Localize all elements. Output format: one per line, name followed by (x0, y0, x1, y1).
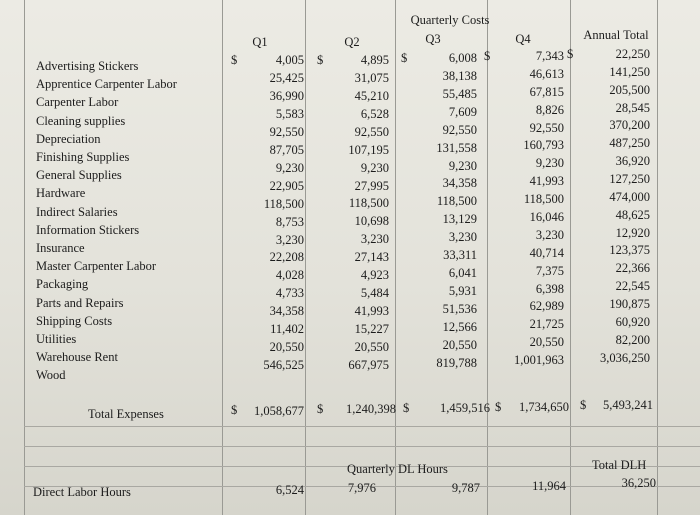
cell-q4: 40,714 (529, 245, 564, 260)
row-label: Wood (36, 368, 66, 383)
row-label: Packaging (36, 277, 89, 292)
cell-q2: 3,230 (360, 232, 389, 247)
cell-q4: 7,343 (535, 49, 564, 63)
cell-q4: 8,826 (535, 102, 564, 117)
row-label: General Supplies (36, 168, 122, 183)
dlh-q4: 11,964 (532, 479, 566, 493)
currency-sign: $ (403, 401, 410, 415)
cell-q1: 11,402 (270, 322, 304, 337)
row-label: Utilities (36, 332, 77, 346)
cell-q3: 5,931 (448, 283, 477, 298)
dlh-total: 36,250 (621, 476, 656, 490)
currency-sign: $ (231, 403, 238, 417)
cell-q1: 34,358 (269, 304, 304, 319)
dlh-q1: 6,524 (275, 483, 304, 497)
cell-q2: 45,210 (354, 88, 389, 103)
row-label: Master Carpenter Labor (36, 259, 157, 274)
total-expenses-label: Total Expenses (88, 407, 164, 421)
cell-q2: 20,550 (354, 339, 389, 354)
cell-q3: 131,558 (436, 140, 477, 155)
currency-sign: $ (231, 53, 238, 67)
total-annual: 5,493,241 (603, 398, 653, 412)
cell-total: 474,000 (609, 189, 650, 204)
currency-sign: $ (495, 400, 502, 414)
cell-q2: 5,484 (360, 286, 389, 301)
total-q3: 1,459,516 (440, 401, 490, 415)
row-label: Finishing Supplies (36, 150, 130, 164)
row-label: Carpenter Labor (36, 95, 119, 110)
cell-q3: 34,358 (442, 176, 477, 191)
col-header-annual-total: Annual Total (583, 28, 649, 42)
cell-q3: 7,609 (448, 104, 477, 119)
cell-q2: 6,528 (360, 106, 389, 121)
cell-q2: 4,895 (360, 53, 389, 67)
cell-total: 28,545 (615, 100, 650, 115)
cell-q4: 67,815 (529, 84, 564, 99)
grid-line (24, 446, 700, 447)
dlh-q3: 9,787 (451, 481, 480, 495)
row-label: Indirect Salaries (36, 204, 118, 219)
dlh-total-title: Total DLH (592, 458, 647, 472)
grid-line (305, 0, 306, 515)
total-q2: 1,240,398 (346, 402, 396, 416)
cell-q4: 9,230 (535, 156, 564, 171)
cell-q1: 546,525 (263, 358, 304, 373)
currency-sign: $ (484, 49, 491, 63)
cell-total: 141,250 (609, 64, 650, 79)
row-label: Insurance (36, 241, 85, 255)
cell-total: 48,625 (615, 207, 650, 222)
cell-total: 36,920 (615, 154, 650, 169)
quarterly-costs-title: Quarterly Costs (410, 13, 490, 27)
col-header-q1: Q1 (252, 35, 268, 49)
total-q4: 1,734,650 (519, 400, 569, 414)
cell-q1: 22,905 (269, 178, 304, 193)
cell-q3: 38,138 (442, 68, 477, 83)
cell-q4: 160,793 (523, 138, 564, 153)
cell-q2: 15,227 (354, 321, 389, 336)
cell-q2: 27,143 (354, 250, 389, 265)
cell-total: 22,366 (615, 261, 650, 276)
cell-q1: 4,733 (275, 286, 304, 301)
grid-line (24, 426, 700, 427)
col-header-q3: Q3 (425, 32, 441, 46)
cell-q3: 33,311 (443, 248, 477, 263)
cell-total: 205,500 (609, 82, 650, 97)
grid-line (395, 0, 396, 515)
cell-q3: 6,008 (448, 51, 477, 65)
cell-q4: 46,613 (529, 66, 564, 81)
cell-q4: 118,500 (523, 192, 564, 207)
cell-q1: 36,990 (269, 88, 304, 103)
cell-q3: 20,550 (442, 337, 477, 352)
grid-line (657, 0, 658, 515)
cell-q4: 7,375 (535, 263, 564, 278)
cell-total: 190,875 (609, 297, 650, 312)
cell-q4: 41,993 (529, 174, 564, 189)
cell-total: 123,375 (609, 243, 650, 258)
row-label: Hardware (36, 186, 86, 201)
cell-total: 82,200 (615, 332, 650, 347)
currency-sign: $ (317, 402, 324, 416)
cell-q1: 25,425 (269, 70, 304, 85)
cell-q1: 9,230 (275, 160, 304, 175)
cell-q4: 16,046 (529, 210, 564, 224)
row-label: Information Stickers (36, 222, 140, 237)
dlh-q2: 7,976 (347, 481, 376, 495)
cell-q3: 51,536 (442, 301, 477, 316)
cell-q3: 55,485 (442, 86, 477, 101)
cell-total: 12,920 (615, 225, 650, 240)
currency-sign: $ (567, 47, 574, 61)
cell-q3: 9,230 (448, 158, 477, 173)
row-label: Apprentice Carpenter Labor (36, 77, 177, 92)
cell-q2: 92,550 (354, 124, 389, 139)
cell-q2: 27,995 (354, 178, 389, 193)
cell-q3: 118,500 (436, 194, 477, 209)
row-label: Warehouse Rent (36, 350, 118, 365)
cell-q4: 6,398 (535, 281, 564, 296)
cell-total: 487,250 (609, 136, 650, 151)
dlh-label: Direct Labor Hours (33, 485, 131, 499)
cell-q1: 92,550 (269, 124, 304, 139)
cell-q4: 3,230 (535, 227, 564, 242)
grid-line (24, 0, 25, 515)
currency-sign: $ (317, 53, 324, 67)
cell-q4: 92,550 (529, 120, 564, 135)
cell-q1: 20,550 (269, 340, 304, 355)
cell-q4: 62,989 (529, 299, 564, 314)
cell-q1: 8,753 (275, 214, 304, 229)
cell-total: 3,036,250 (600, 350, 650, 365)
cell-q1: 5,583 (275, 106, 304, 121)
grid-line (222, 0, 223, 515)
row-label: Shipping Costs (36, 313, 113, 328)
cell-q2: 667,975 (348, 357, 389, 372)
row-label: Advertising Stickers (36, 59, 139, 73)
cell-q1: 87,705 (269, 142, 304, 157)
cell-total: 370,200 (609, 118, 650, 133)
cell-q4: 20,550 (529, 335, 564, 350)
currency-sign: $ (580, 398, 587, 412)
cell-q4: 21,725 (529, 317, 564, 332)
cell-q2: 31,075 (354, 70, 389, 85)
cell-q3: 3,230 (448, 230, 477, 245)
cell-q1: 4,005 (275, 53, 304, 67)
currency-sign: $ (401, 51, 408, 65)
cell-q1: 4,028 (275, 268, 304, 283)
cell-q2: 4,923 (360, 268, 389, 283)
cell-q2: 41,993 (354, 304, 389, 319)
cell-total: 22,250 (615, 47, 650, 61)
row-label: Cleaning supplies (36, 113, 126, 128)
cell-q3: 819,788 (436, 355, 477, 370)
cell-q4: 1,001,963 (514, 353, 564, 368)
col-header-q2: Q2 (344, 35, 360, 49)
row-label: Parts and Repairs (36, 295, 124, 310)
cell-q3: 13,129 (442, 212, 477, 227)
cell-q2: 107,195 (348, 142, 389, 157)
cell-q2: 9,230 (360, 160, 389, 175)
cell-q1: 3,230 (275, 232, 304, 247)
cell-q3: 12,566 (442, 319, 477, 334)
cell-q1: 118,500 (263, 196, 304, 211)
cell-total: 22,545 (615, 279, 650, 294)
total-q1: 1,058,677 (254, 404, 304, 418)
cell-q3: 6,041 (448, 266, 477, 281)
col-header-q4: Q4 (515, 32, 531, 46)
cell-total: 60,920 (615, 314, 650, 329)
cell-q1: 22,208 (269, 250, 304, 265)
cell-q2: 10,698 (354, 214, 389, 229)
cell-q3: 92,550 (442, 122, 477, 137)
cell-total: 127,250 (609, 172, 650, 187)
row-label: Depreciation (36, 131, 101, 146)
dlh-group-title: Quarterly DL Hours (347, 462, 448, 476)
cell-q2: 118,500 (348, 196, 389, 211)
